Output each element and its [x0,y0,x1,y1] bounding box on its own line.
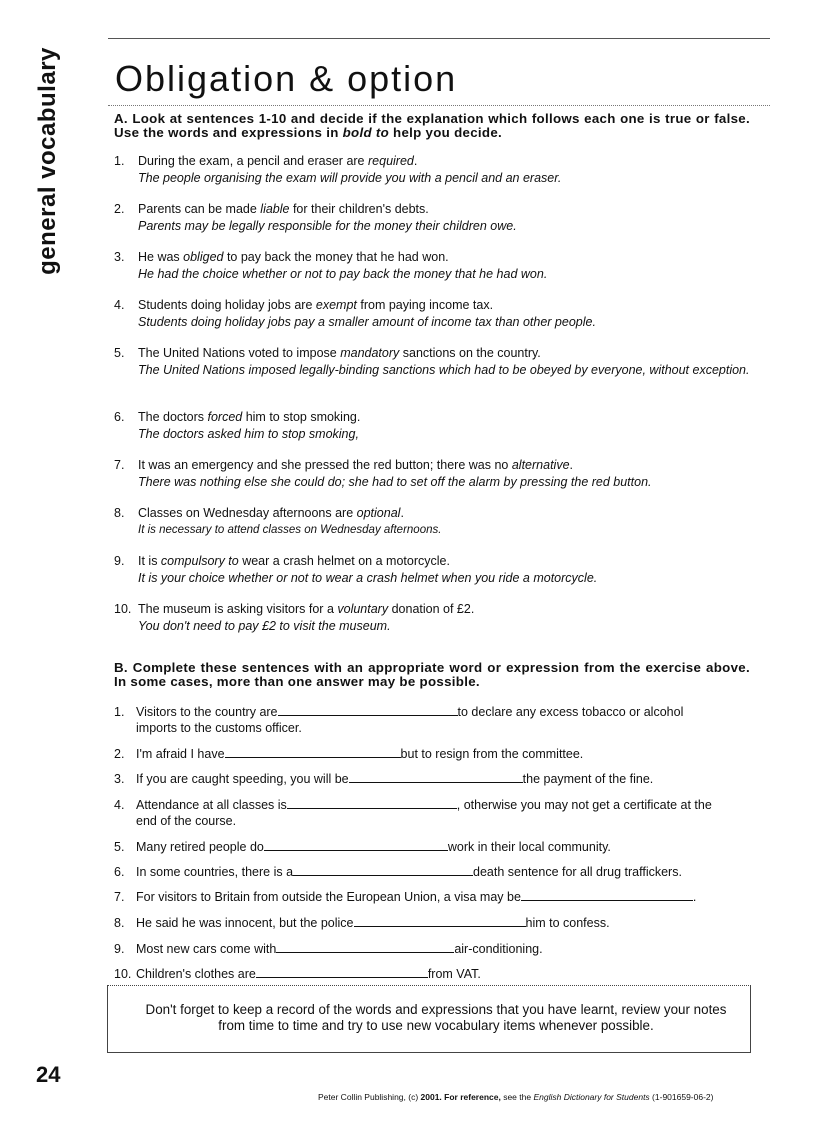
explanation: It is your choice whether or not to wear a crash helmet when you ride a motorcycle. [138,571,598,585]
explanation: The United Nations imposed legally-binding sanctions which had to be obeyed by everyone, without exception. [138,363,750,377]
question-a4: 4. Students doing holiday jobs are exempt from paying income tax. Students doing holiday jobs pay a smaller amount of income tax than other people. [114,297,754,331]
answer-blank[interactable] [278,704,458,716]
answer-blank[interactable] [293,864,473,876]
answer-blank[interactable] [256,966,428,978]
question-a7: 7. It was an emergency and she pressed the red button; there was no alternative. There was nothing else she could do; she had to set off the alarm by pressing the red button. [114,457,754,491]
question-a2: 2. Parents can be made liable for their children's debts. Parents may be legally responsible for the money their children owe. [114,201,754,235]
explanation: He had the choice whether or not to pay back the money that he had won. [138,267,548,281]
title-rule [108,105,770,106]
sentence-b8: 8. He said he was innocent, but the police him to confess. [114,916,610,930]
answer-blank[interactable] [349,771,523,783]
explanation: The people organising the exam will provide you with a pencil and an eraser. [138,171,562,185]
explanation: It is necessary to attend classes on Wednesday afternoons. [138,524,442,536]
sentence-b9: 9. Most new cars come with air-conditioning. [114,942,543,956]
sentence-b10: 10. Children's clothes are from VAT. [114,967,481,981]
answer-blank[interactable] [276,941,454,953]
sentence-b2: 2. I'm afraid I have but to resign from the committee. [114,747,584,761]
page-title: Obligation & option [115,58,458,99]
answer-blank[interactable] [521,889,693,901]
explanation: Parents may be legally responsible for the money their children owe. [138,219,517,233]
section-a-instruction: A. Look at sentences 1-10 and decide if the explanation which follows each one is true or false. Use the words and expressions in bold to help you decide. [114,111,750,140]
side-tab-label: general vocabulary [34,47,61,275]
sentence-b5: 5. Many retired people do work in their local community. [114,840,611,854]
top-rule [108,38,770,39]
sentence-b6: 6. In some countries, there is a death sentence for all drug traffickers. [114,865,682,879]
section-b-instruction: B. Complete these sentences with an appropriate word or expression from the exercise above. In some cases, more than one answer may be possible. [114,660,750,689]
sentence-b3: 3. If you are caught speeding, you will be the payment of the fine. [114,772,654,786]
question-a9: 9. It is compulsory to wear a crash helmet on a motorcycle. It is your choice whether or not to wear a crash helmet when you ride a motorcycle. [114,553,754,587]
explanation: Students doing holiday jobs pay a smaller amount of income tax than other people. [138,315,596,329]
question-a10: 10. The museum is asking visitors for a voluntary donation of £2. You don't need to pay £2 to visit the museum. [114,601,754,635]
tip-box [107,985,751,1053]
answer-blank[interactable] [225,746,401,758]
tip-text: Don't forget to keep a record of the words and expressions that you have learnt, review your notes from time to time and try to use new vocabulary items whenever possible. [145,1002,727,1033]
question-a8: 8. Classes on Wednesday afternoons are optional. It is necessary to attend classes on Wednesday afternoons. [114,505,754,539]
question-a3: 3. He was obliged to pay back the money that he had won. He had the choice whether or not to pay back the money that he had won. [114,249,754,283]
explanation: You don't need to pay £2 to visit the museum. [138,619,391,633]
question-a5: 5. The United Nations voted to impose mandatory sanctions on the country. The United Nations imposed legally-binding sanctions which had to be obeyed by everyone, without exception. [114,345,754,379]
explanation: The doctors asked him to stop smoking, [138,427,359,441]
answer-blank[interactable] [354,915,526,927]
answer-blank[interactable] [287,797,457,809]
sentence-b7: 7. For visitors to Britain from outside the European Union, a visa may be . [114,890,697,904]
page-number: 24 [36,1062,61,1087]
sentence-b4: 4. Attendance at all classes is , otherwise you may not get a certificate at the end of the course. [114,798,712,828]
explanation: There was nothing else she could do; she had to set off the alarm by pressing the red button. [138,475,652,489]
section-side-tab [28,48,68,274]
footer-credit: Peter Collin Publishing, (c) 2001. For reference, see the English Dictionary for Students (1-901659-06-2) [318,1092,714,1102]
sentence-b1: 1. Visitors to the country are to declare any excess tobacco or alcohol imports to the customs officer. [114,705,684,735]
answer-blank[interactable] [264,839,448,851]
question-a1: 1. During the exam, a pencil and eraser are required. The people organising the exam will provide you with a pencil and an eraser. [114,153,754,187]
question-a6: 6. The doctors forced him to stop smoking. The doctors asked him to stop smoking, [114,409,754,443]
